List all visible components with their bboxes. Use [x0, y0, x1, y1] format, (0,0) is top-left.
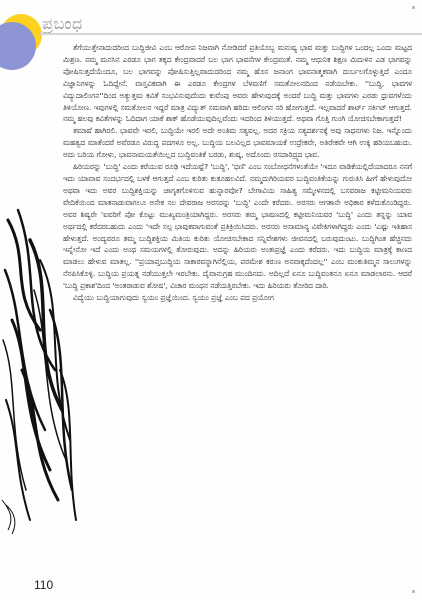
paragraph: ಹಿರಿಯರನ್ನು 'ಬುದ್ಧಿ' ಎಂದು ಕರೆಯುವ ರೂಢಿ ಇದೆಯಷ್ಟೆ? 'ಬುದ್ಧಿ', 'ಧಣಿ' ಎಂಬ ಸಂಬೋಧನೆಗಳಂತೆಯೇ 'ಇದೂ ವಾಡಿಕೆಯಲ್ಲಿದೆಯಾದರೂ ನನಗೆ ಇದು ಯಾವಾವ ಸಂದರ್ಭದಲ್ಲಿ ಬಳಕೆ ಆಗುತ್ತದೆ ಎಂಬ ಕುರಿತು ಕುತೂಹಲವಿದೆ. ನಮ್ಮದುಗಿರಿಯವರ ಬುದ್ಧಿವಂತಿಕೆಯನ್ನು ಗುರುತಿಸಿ ಹೀಗೆ ಹೇಳುವುದೋ ಅಥವಾ ಇದು ಅವರ ಬುದ್ಧಿಶಕ್ತಿಯನ್ನು ಜಾಗೃತಗೊಳಿಸುವ ಹುನ್ನಾರವೋ? ಬೇಗಾವಿಯ ಸಾಹಿತ್ಯ ಸಮ್ಮೇಳನದಲ್ಲಿ ಬಸವರಾಜ ಕಟ್ಟೀಮನಿಯವರು ವೇದಿಕೆಯಿಂದ ಮಾತನಾಡುವಾಗಲೂ ಅನೇಕ ಸಲ ದೇವರಾಜ ಅರಸರನ್ನು 'ಬುದ್ಧಿ' ಎಂದೇ ಕರೆದರು. ಅರಸರು ಆಗತಾನೇ ಅಧಿಕಾರ ಕಳೆದುಕೊಂಡಿದ್ದರು. ಅವರ ಶಿಷ್ಯರೇ 'ಐವರಿಗೆ ಪೋ ಕೊಟ್ಟು ಮುಖ್ಯಮಂತ್ರಿಯಾಗಿದ್ದರು. ಅರಸರು ತಮ್ಮ ಭಾಷಣದಲ್ಲಿ ಕಟ್ಟೀಮನಿಯವರ 'ಬುದ್ಧಿ' ಎಂದು ತನ್ನನ್ನು ಯಾವ ಅರ್ಥದಲ್ಲಿ ಕರೆದರಬಹುದು ಎಂದು 'ಇದೇ ಸಲ್ಪ ಭಾವುಕವಾಗುವಂತೆ ಪ್ರತಿಕ್ರಿಯಿಸಿದರು. ಅರಸರು ಅಸಾಮಾನ್ಯ ವಿವೇಕಿಗಳಾಗಿದ್ದರು ಎಂದು 'ಎಷ್ಟು ಇತಿಹಾಸ ಹೇಳುತ್ತದೆ. ಅಂದ್ಯವರೂ ತಮ್ಮ ಬುದ್ಧಿಶಕ್ತಿಯ ಮಿತಿಯ ಕುರಿತು ಯೋಚಿಸಬೇಕಾದ ಸನ್ನಿವೇಶಗಳು ಜೀವನದಲ್ಲಿ ಬರುವುದುಂಟು. ಬುದ್ಧಿಗಿಂತ ಹೆಚ್ಚಿನದು ಇನ್ನೇನೋ ಇದೆ ಎಂದು ಅಂಥ ಸಮಯಗಳಲ್ಲಿ ತೋರುವುದು. ಅದನ್ನು ಹಿರಿಯರು ಅಂತಃಪ್ರಜ್ಞೆ ಎಂದು ಕರೆದರು. ಇದು ಬುದ್ಧಿಯ ಮಾತ್ರಕ್ಕೆ ಕಾಣದ ಮಾಡಲು ಹೇಳುವ ಮಾತಲ್ಲ. ''ಪ್ರಯಾಪ್ತಬುದ್ಧಿಯ ಸಾಕಾರವನ್ನಾಗಿನೆಲ್ಲಿಯ, ಪರಮೇಶ ಕರುಣ ಅನವಾಕ್ಕದೆಂದಲ್ಲ'' ಎಂಬ ಮಂಕುತಿಮ್ಮನ ಸಾಲುಗಳನ್ನು ನೆನಪಿಸಿಕೊಳ್ಳಿ. ಬುದ್ಧಿಯ ಪ್ರಯತ್ನ ನಡೆಯುತ್ತಲೇ ಇರಬೇಕು. ದೈವಾನುಗ್ರಹ ಮುಂದಿನದು. ಅದಿಲ್ಲದೆ ಏನೂ ಬುದ್ಧಿವಂತನೂ ಏನೂ ಮಾಡಲಾರನು. ಆದರೆ 'ಬುದ್ಧಿ ಪ್ರಕಾಶ'ದಿಂದ 'ಅಂತರಾಡುವ ಶೋಷ', ವಿಚಾರ ಮಂಥನ ನಡೆಯತ್ತಿರಬೇಕು. ಇದು ಹಿರಿಯರು ತೋರಿದ ದಾರಿ. [63, 162, 412, 291]
corner-mark [412, 6, 415, 9]
paragraph: ತೆಗೆಯುತ್ತೇನಾದುದರಿಂದ ಬುದ್ಧಿಜೀವಿ ಎಂಬ ಆರೋಪ ನಿಜವಾಗಿ ನೋಡಿದರೆ ಪ್ರತಿಯೊಬ್ಬ ಮನುಷ್ಯ ಭಾವ ಮತ್ತು ಬುದ್ಧಿಗಳ ಒಂದಲ್ಲ ಒಂದು ಮಟ್ಟದ ಮಿಶ್ರಣ. ನಮ್ಮ ಮನಸಿನ ಎರಡೂ ಭಾಗ ತಕ್ಕದ ಕೇಂದ್ರವಾದರೆ ಬಲ ಭಾಗ ಭಾವನೆಗಳ ಕೇಂದ್ರವಂತೆ. ನಮ್ಮ ಆಧುನಿಕ ಶಿಕ್ಷಣ ಮಿದುಳಿನ ಎಡ ಭಾಗವನ್ನು ಪೋಷಿಸುತ್ತದೆಯೆಂದೂ, ಬಲ ಭಾಗವನ್ನು ಪೋಷಿಸುತ್ತಿಲ್ಲವಾದುದರಿಂದ ನಮ್ಮ ಹೊಸ ಜನಾಂಗ ಭಾವನಾತ್ಮಕವಾಗಿ ದುರ್ಬಲಗೊಳ್ಳುತ್ತಿದೆ ಎಂದೂ ವಿಜ್ಞಾನಿಗಳನ್ನು ಓದಿದ್ದೇನೆ. ವಾಸ್ತವಿಕವಾಗಿ ಈ ಎರಡೂ ಕೇಂದ್ರಗಳ ಬೆಳವಣಿಗೆ ಸಮತೋಲನದಿಂದ ನಡೆಯಬೇಕು. ''ಬುದ್ಧಿ, ಭಾವಗಳ ವಿದ್ಯುದಾಲಿಂಗನ''ದಿಂದ ಅತ್ಯುತ್ತಮ ಕವಿತೆ ಸಂಭವಿಸುವುದೆಂದು ಕುವೆಂಪು ಅವರು ಹೇಳುವುದಕ್ಕೆ ಅಂದರೆ ಬುದ್ಧಿ ಮತ್ತು ಭಾವಗಳು ಎರಡು ಧ್ರುವಗಳೆಂದು ತಿಳಿಯೋಣ. ಇವುಗಳಲ್ಲಿ ಸಮತೋಲನ ಇದ್ದರೆ ಮಾತ್ರ ವಿದ್ಯುತ್ ಸಮವಾಗಿ ಹರಿದು ಆಲಿಂಗನ ಸರಿ ಹೋಗುತ್ತದೆ. ಇಲ್ಲವಾದರೆ ಶಾರ್ಟ್ ಸರ್ಕಿಟ್ ಆಗುತ್ತದೆ. ನಮ್ಮ ಹಲವು ಕವಿತೆಗಳನ್ನು ಓದಿದಾಗ ಯಾಕೆ ಶಾಕ್ ಹೊಡೆಯುವುದಿಲ್ಲವೆಂದು ಇದರಿಂದ ತಿಳಿಯುತ್ತದೆ. ಅಥವಾ ಗೊತ್ತಿ ಗುಂಗಿ ಯೋಚಿಸಬೇಕಾಗುತ್ತದೆ! [63, 43, 412, 124]
corner-mark [412, 590, 415, 593]
section-title: ಪ್ರಬಂಧ [42, 14, 83, 33]
article-body [63, 42, 412, 304]
paragraph: ವಿದ್ಯೆಯು ಬುದ್ಧಿಯಾಗುವುದು ಸ್ವಯಂ ಪ್ರಜ್ಞೆಯಿಂದ. ಸ್ವಯಂ ಪ್ರಜ್ಞೆ ಎಂಬ ಪದ ಪ್ರಯೋಗ [73, 293, 274, 303]
page-number: 110 [34, 578, 54, 592]
paragraph: ತಮಾಷೆ ಹಾಗಿರಲಿ. ಭಾವವೇ ಇರಲಿ, ಬುದ್ಧಿಯೇ ಇರಲಿ ಅದೇ ಅಂತಿಮ ಸತ್ಯವಲ್ಲ. ಅದರ ಸಕ್ರಿಯ ಸತ್ಯದರ್ಶನಕ್ಕೆ ಅವು ಸಾಧನಗಳು ನಿಜ. ಇನ್ನೊಂದು ಮಹತ್ವದ ಮಾತೆಂದರೆ ಅವೆರಡೂ ವಿರುದ್ಧ ಪದಗಳೂ ಅಲ್ಲ. ಬುದ್ಧಿಯ ಬಲವಿಲ್ಲದ ಭಾವಮಾಯಕೆ ಉದ್ರೇಕವೇ, ಅತಿರೇಕವೇ ಆಗಿ ಉಕ್ಕಿ ಹರಿಯಬಹುದು. ಅದು ಬರಿಯ ಗೋಳು, ಭಾವನಾಮಯತೆಯಿಲ್ಲದ ಬುದ್ಧಿವಂತಿಕೆ ಬರಡು, ಶುಷ್ಕ, ಅದೊಂದು ರಸದಾರಿದ್ರ್ಯದ ಭಾವ. [63, 126, 412, 160]
header-divider [40, 33, 422, 35]
